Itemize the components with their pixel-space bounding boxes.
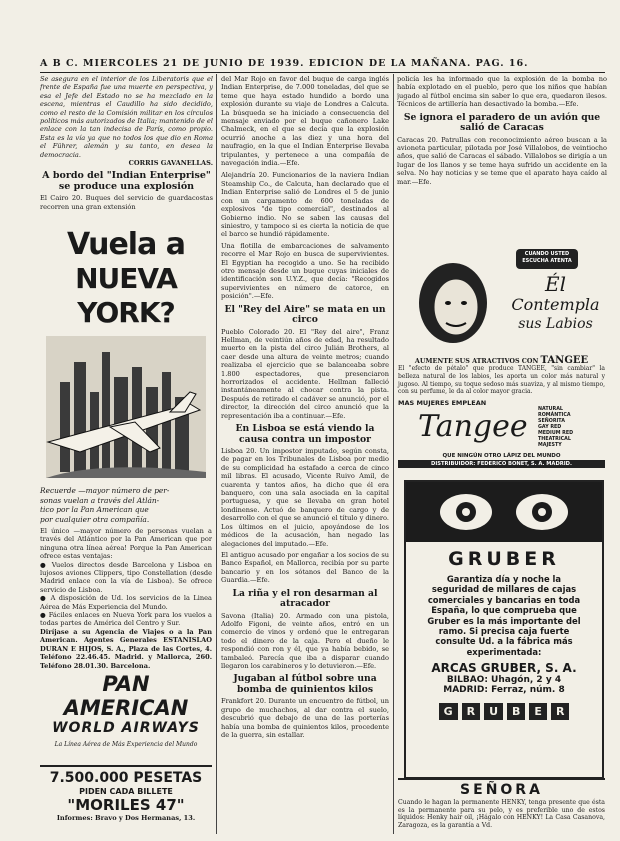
tangee-script-1: Él: [545, 272, 566, 296]
tangee-ad: [398, 245, 605, 465]
lottery-subtitle: PIDEN CADA BILLETE: [79, 787, 173, 796]
logo-block: G: [439, 703, 458, 720]
bullet-icon: ●: [40, 560, 48, 569]
bullet-icon: ●: [40, 611, 47, 620]
logo-block: R: [551, 703, 569, 720]
headline-lisboa: En Lisboa se está viendo la causa contra un impostor: [235, 423, 375, 445]
ad-agent: Diríjase a su Agencia de Viajes o a la Pan American. Agentes Generales ESTANISLAO DURAN E HIJOS, S. A., Plaza de las Cortes, 4. Teléfono 22.46.45. Madrid. y Mallorca, 260. Teléfono 28.01.30. Barcelona.: [40, 627, 212, 670]
header-rule: [40, 72, 605, 73]
headline-ron: La riña y el ron desarman al atracador: [232, 587, 378, 610]
tangee-script-3: sus Labios: [518, 316, 593, 332]
ad-caption-line: Recuerde —mayor número de per-: [40, 486, 170, 495]
shade-item: NATURAL: [538, 406, 563, 412]
ad-caption-line: por cualquier otra compañía.: [40, 514, 150, 524]
gruber-ad: [404, 480, 604, 779]
senora-title: SEÑORA: [460, 782, 543, 798]
tangee-badge: CUANDO USTED ESCUCHA ATENTA: [522, 251, 572, 264]
article-paragraph: El Cairo 20. Buques del servicio de guardacostas recorren una gran extensión: [40, 194, 213, 211]
article-paragraph: policía les ha informado que la explosión de la bomba no había explotado en el pueblo, pero que los niños que habían jugado al fútbol encima sin saber lo que era, quedaron ilesos. Técnicos de artillería han desactivado la bomba.—Efe.: [397, 75, 607, 109]
tangee-shades: [538, 407, 604, 449]
ad-bullet: [40, 561, 212, 595]
gruber-brand: GRUBER: [448, 548, 560, 570]
ad-bullet: [40, 611, 212, 628]
article-paragraph: Caracas 20. Patrullas con reconocimiento aéreo buscan a la avioneta particular, pilotada por José Villalobos, de veintiocho años, que salió de Caracas el sábado. Villalobos se dirigía a un lugar de los llanos y se teme haya sufrido un accidente en la selva. No hay noticias y se teme que el aparato haya caído al mar.—Efe.: [397, 135, 607, 186]
article-paragraph: Savona (Italia) 20. Armado con una pistola, Adolfo Figoni, de veinte años, entró en un comercio de vinos y ordenó que le entregaran todo el dinero de la caja. Pero el dueño le respondió con ron y él, que ya había bebido, se tambaleó. Parecía que iba a disparar cuando llegaron los carabineros y lo detuvieron.—Efe.: [221, 611, 389, 670]
tangee-script-2: Contempla: [511, 295, 600, 314]
tangee-mujeres: MAS MUJERES EMPLEAN: [398, 398, 487, 407]
ad-title-line2: NUEVA YORK?: [75, 262, 177, 329]
column-2-text: [221, 75, 389, 835]
ad-caption-line: sonas vuelan a través del Atlán-: [40, 495, 160, 505]
lottery-info: Informes: Bravo y Dos Hermanas, 13.: [56, 814, 196, 822]
tangee-brand: Tangee: [418, 408, 528, 444]
ad-tagline: La Línea Aérea de Más Experiencia del Mundo: [54, 740, 198, 748]
byline: CORRIS GAVANELLAS.: [128, 159, 213, 168]
ad-title-line1: Vuela a: [66, 227, 186, 262]
article-paragraph: Pueblo Colorado 20. El "Rey del aire", Franz Hellman, de veintiún años de edad, ha resultado muerto en la pista del circo Julián Brothers, al caer desde una altura de veinte metros; cuando realizaba el ejercicio que se balanceaba sobre 1.800 espectadores, que presenciaron horrorizados el accidente. Hellman falleció instantáneamente al chocar contra la pista. Después de retirado el cadáver se anunció, por el director, la dirección del circo anunció que la representación iba a continuar.—Efe.: [221, 327, 389, 420]
airplane-skyline-illustration: [40, 332, 212, 482]
column-divider: [216, 74, 217, 834]
headline-avion-caracas: Se ignora el paradero de un avión que salió de Caracas: [403, 111, 601, 134]
tangee-body: El "efecto de pétalo" que produce TANGEE, "sin cambiar" la belleza natural de los labios, les aporta un color más natural y jugoso. Al tiempo, su toque sedoso más suaviza, y al mismo tiempo, con su perfume, le da al color mayor gracia.: [398, 365, 605, 396]
shade-item: MAJESTY: [538, 442, 562, 448]
article-paragraph: Alejandría 20. Funcionarios de la naviera Indian Steamship Co., de Calcuta, han declarado que el Indian Enterprise salió de Londres el 5 de junio con un cargamento de 600 toneladas de explosivos "de tipo comercial", destinados al Gobierno indio. No se saben las causas del siniestro, y tampoco si es cierta la noticia de que el barco se hundió rápidamente.: [221, 171, 389, 239]
article-paragraph: Frankfort 20. Durante un encuentro de fútbol, un grupo de muchachos, al dar contra el suelo, descubrió que debajo de una de las porterías había una bomba de quinientos kilos, procedente de la guerra, sin estallar.: [221, 697, 389, 739]
senora-body: Cuando le hagan la permanente HENKY, tenga presente que ésta es la permanente para su pelo, y es preferible uno de estos líquidos: Henky hair oil, ¡Hágalo con HENKY! La Casa Casanova, Zaragoza, es la garantía a Vd.: [398, 799, 605, 829]
gruber-addr1: BILBAO: Uhagón, 2 y 4: [446, 675, 562, 686]
gruber-body: Garantiza día y noche la seguridad de millares de cajas comerciales y bancarias en toda España, lo que comprueba que Gruber es la más importante del ramo. Si precisa caja fuerte consulte Ud. a la fábrica más experimentada:: [427, 574, 581, 657]
column-divider: [393, 74, 394, 834]
tangee-under: QUE NINGÚN OTRO LÁPIZ DEL MUNDO: [442, 452, 561, 459]
gruber-addr2: MADRID: Ferraz, núm. 8: [443, 685, 565, 696]
ad-body: El único —mayor número de personas vuelan a través del Atlántico por la Pan American que por ninguna otra línea aérea! Porque la Pan American ofrece estas ventajas:: [40, 527, 212, 561]
ad-bullet: [40, 594, 212, 611]
bullet-icon: ●: [40, 594, 48, 603]
logo-block: U: [484, 703, 503, 720]
logo-block: B: [507, 703, 525, 720]
tangee-distributor: DISTRIBUIDOR: FEDERICO BONET, S. A. MADRID.: [398, 460, 605, 468]
gruber-company: ARCAS GRUBER, S. A.: [431, 661, 577, 676]
logo-block: E: [529, 703, 547, 720]
intro-paragraph: Se asegura en el interior de los Liberatoris que el frente de España fue una muerte en perspectiva, y esa el Jefe del Estado no se ha mezclado en la escena, mientras el Caudillo ha sido decidido, como el resto de la Comisión militar en los círculos políticos más autorizados de Italia; mantenido de el enlace con la tan indecisa de París, como propio. Esta es la vía ya que no todos los que dio en Roma el Führer, alemán y su tanto, en desea la democracia.: [40, 75, 213, 159]
page-header: A B C. MIERCOLES 21 DE JUNIO DE 1939. EDICION DE LA MAÑANA. PAG. 16.: [40, 58, 529, 69]
bullet-text: Vuelos directos desde Barcelona y Lisboa en lujosos aviones Clippers, tipo Constellation (desde Madrid enlace con la vía de Lisboa). Se ofrece servicio de Lisboa.: [40, 560, 212, 594]
senora-ad: [398, 778, 605, 836]
column-1-text: [40, 75, 213, 220]
headline-futbol-bomba: Jugaban al fútbol sobre una bomba de quinientos kilos: [233, 673, 377, 695]
headline-rey-del-aire: El "Rey del Aire" se mata en un circo: [224, 303, 386, 326]
tangee-brand-small: TANGEE: [540, 355, 589, 366]
world-airways-brand: WORLD AIRWAYS: [52, 719, 200, 736]
pan-american-brand: PAN AMERICAN: [63, 671, 189, 720]
shade-item: GAY RED: [538, 424, 562, 430]
pan-american-ad: [40, 222, 212, 757]
article-paragraph: Una flotilla de embarcaciones de salvamento recorre el Mar Rojo en busca de supervivientes. El Egyptian ha recogido a uno. Se ha recibido otro mensaje desde un buque cuyas iniciales de identificación son U.Y.Z., que decía: "Recogidos supervivientes en número de catorce, en posición".—Efe.: [221, 241, 389, 301]
gruber-eyes-icon: [406, 482, 602, 542]
bullet-text: A disposición de Ud. los servicios de la Linea Aérea de Más Experiencia del Mundo.: [40, 594, 212, 611]
lottery-name: "MORILES 47": [67, 796, 185, 814]
article-paragraph: Lisboa 20. Un impostor imputado, según consta, de pagar en los Tribunales de Lisboa por medio de su complicidad ha estafado a cerca de cinco mil libras. El acusado, Vicente Ruivo Amil, de cuarenta y tantos años, ha dicho que él era banquero, con una sala asociada en la capital portuguesa, y que se llevaba en gran hotel londinense. Actuó de banquero de cargo y de desarrollo con el que se anunció el título y dinero. Los últimos en el juicio, apoyándose de los médicos de la acusación, han negado las alegaciones del imputado.—Efe.: [221, 447, 389, 548]
bullet-text: Fáciles enlaces en Nueva York para los vuelos a todas partes de América del Centro y Sur.: [40, 611, 212, 628]
tangee-tagline: [398, 357, 605, 365]
article-paragraph: del Mar Rojo en favor del buque de carga inglés Indian Enterprise, de 7.000 toneladas, del que se teme que haya estado hundido a bordo una explosión durante su viaje de Londres a Calcuta. La búsqueda se ha iniciado a consecuencia del mensaje enviado por el buque cañonero Lake Chalmeck, en el que se decía que la explosión ocurrió anoche a las diez y una hora del naufragio, en la que el Indian Enterprise llevaba tripulantes, y pertenece a una compañía de navegación india.—Efe.: [221, 75, 389, 168]
shade-item: ROMÁNTICA: [538, 412, 571, 418]
shade-item: THEATRICAL: [538, 436, 571, 442]
article-paragraph: El antiguo acusado por engañar a los socios de su Banco Español, en Mallorca, recibía por su parte bancario y en los sótanos del Banco de la Guardia.—Efe.: [221, 550, 389, 585]
tangee-tagline-text: AUMENTE SUS ATRACTIVOS CON: [414, 357, 539, 365]
ad-caption-line: tico por la Pan American que: [40, 505, 149, 514]
gruber-logo-row: [406, 703, 602, 720]
lottery-amount: 7.500.000 PESETAS: [49, 770, 203, 786]
logo-block: R: [462, 703, 480, 720]
shade-item: MEDIUM RED: [538, 430, 574, 436]
shade-item: SEÑORITA: [538, 418, 565, 424]
headline-explosion: A bordo del "Indian Enterprise" se produce una explosión: [42, 170, 211, 193]
lottery-ad: [40, 765, 212, 827]
column-3-text: [397, 75, 607, 243]
